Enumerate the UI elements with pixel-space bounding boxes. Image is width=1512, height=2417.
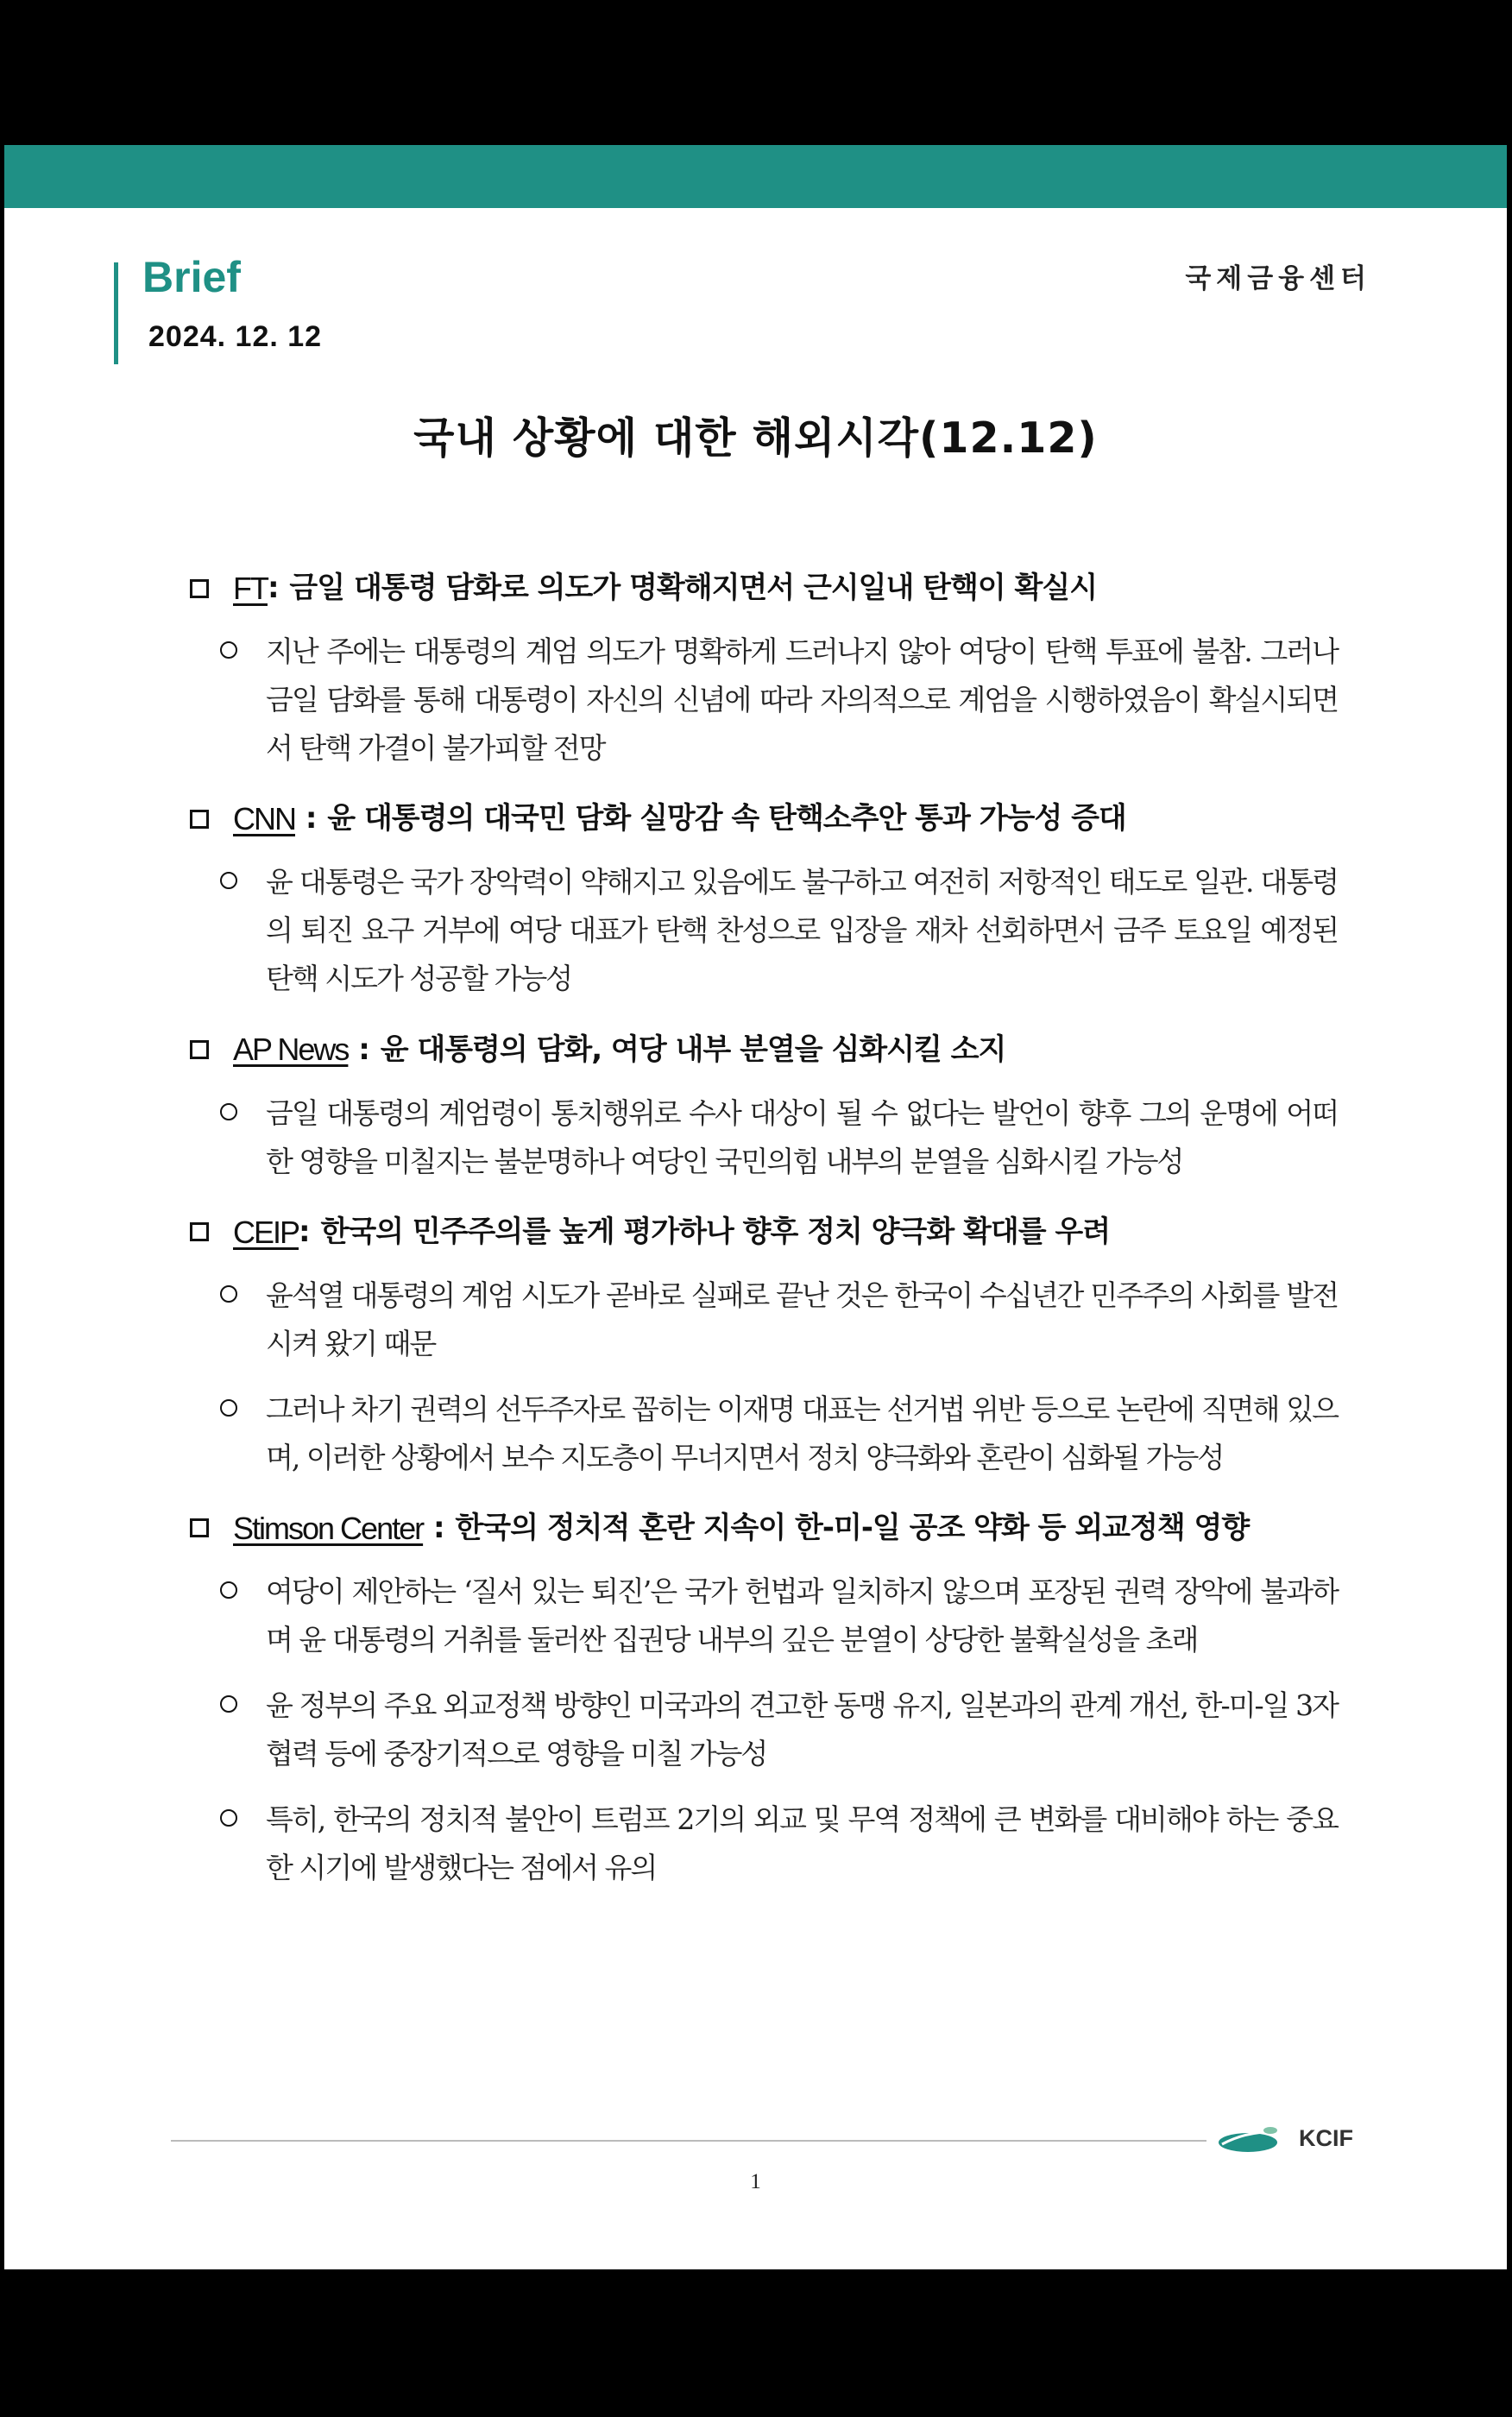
source-separator: : xyxy=(295,801,328,836)
document-page xyxy=(4,145,1507,2269)
bullet-text: 여당이 제안하는 ‘질서 있는 퇴진’은 국가 헌법과 일치하지 않으며 포장된 권력 장악에 불과하며 윤 대통령의 거취를 둘러싼 집권당 내부의 깊은 분열이 상당한 불확실성을 초래 xyxy=(266,1574,1338,1657)
source-separator: : xyxy=(348,1032,381,1067)
section-ap-news xyxy=(190,1031,1338,1185)
section-headline: 윤 대통령의 담화, 여당 내부 분열을 심화시킬 소지 xyxy=(380,1032,1006,1067)
brief-accent-bar xyxy=(114,262,118,364)
circle-bullet-icon xyxy=(220,1581,237,1599)
source-separator: : xyxy=(423,1510,456,1545)
section-heading xyxy=(190,800,1338,837)
section-headline: 한국의 민주주의를 높게 평가하나 향후 정치 양극화 확대를 우려 xyxy=(320,1214,1111,1249)
kcif-logo-icon xyxy=(1217,2122,1282,2156)
bullet-item xyxy=(220,1568,1338,1664)
section-heading xyxy=(190,1214,1338,1251)
brief-label: Brief xyxy=(142,253,241,301)
page-number: 1 xyxy=(750,2170,761,2193)
section-ceip xyxy=(190,1214,1338,1482)
circle-bullet-icon xyxy=(220,872,237,889)
section-ft xyxy=(190,570,1338,773)
square-bullet-icon xyxy=(190,579,209,598)
square-bullet-icon xyxy=(190,810,209,829)
circle-bullet-icon xyxy=(220,1809,237,1827)
bullet-item xyxy=(220,1385,1338,1482)
square-bullet-icon xyxy=(190,1040,209,1059)
section-heading xyxy=(190,570,1338,607)
kcif-logo-text: KCIF xyxy=(1299,2125,1353,2151)
source-name: FT xyxy=(233,571,268,606)
square-bullet-icon xyxy=(190,1518,209,1537)
bullet-item xyxy=(220,1272,1338,1368)
document-title: 국내 상황에 대한 해외시각(12.12) xyxy=(413,413,1098,463)
bullet-item xyxy=(220,1682,1338,1778)
section-cnn xyxy=(190,800,1338,1003)
source-name: AP News xyxy=(233,1032,349,1068)
source-name: Stimson Center xyxy=(233,1510,424,1546)
header-color-bar xyxy=(4,145,1507,208)
square-bullet-icon xyxy=(190,1222,209,1241)
bullet-text: 윤 대통령은 국가 장악력이 약해지고 있음에도 불구하고 여전히 저항적인 태도로 일관. 대통령의 퇴진 요구 거부에 여당 대표가 탄핵 찬성으로 입장을 재차 선회하면서 금주 토요일 예정된 탄핵 시도가 성공할 가능성 xyxy=(266,865,1338,996)
circle-bullet-icon xyxy=(220,1695,237,1713)
bullet-text: 그러나 차기 권력의 선두주자로 꼽히는 이재명 대표는 선거법 위반 등으로 논란에 직면해 있으며, 이러한 상황에서 보수 지도층이 무너지면서 정치 양극화와 혼란이 심화될 가능성 xyxy=(266,1392,1338,1474)
circle-bullet-icon xyxy=(220,1399,237,1417)
bullet-item xyxy=(220,858,1338,1003)
bullet-text: 윤석열 대통령의 계엄 시도가 곧바로 실패로 끝난 것은 한국이 수십년간 민주주의 사회를 발전시켜 왔기 때문 xyxy=(266,1278,1338,1360)
section-headline: 금일 대통령 담화로 의도가 명확해지면서 근시일내 탄핵이 확실시 xyxy=(289,571,1098,606)
bullet-text: 특히, 한국의 정치적 불안이 트럼프 2기의 외교 및 무역 정책에 큰 변화를 대비해야 하는 중요한 시기에 발생했다는 점에서 유의 xyxy=(266,1802,1338,1884)
bullet-item xyxy=(220,1795,1338,1892)
publication-date: 2024. 12. 12 xyxy=(148,320,323,353)
source-name: CEIP xyxy=(233,1214,299,1250)
bullet-text: 금일 대통령의 계엄령이 통치행위로 수사 대상이 될 수 없다는 발언이 향후 그의 운명에 어떠한 영향을 미칠지는 불분명하나 여당인 국민의힘 내부의 분열을 심화시킬 가능성 xyxy=(266,1095,1338,1178)
bullet-item xyxy=(220,1089,1338,1186)
section-heading xyxy=(190,1031,1338,1068)
bullet-text: 윤 정부의 주요 외교정책 방향인 미국과의 견고한 동맹 유지, 일본과의 관계 개선, 한-미-일 3자 협력 등에 중장기적으로 영향을 미칠 가능성 xyxy=(266,1688,1339,1770)
circle-bullet-icon xyxy=(220,641,237,659)
bullet-item xyxy=(220,628,1338,773)
source-name: CNN xyxy=(233,801,295,837)
bullet-text: 지난 주에는 대통령의 계엄 의도가 명확하게 드러나지 않아 여당이 탄핵 투표에 불참. 그러나 금일 담화를 통해 대통령이 자신의 신념에 따라 자의적으로 계엄을 시행하였음이 확실시되면서 탄핵 가결이 불가피할 전망 xyxy=(266,634,1338,766)
source-separator: : xyxy=(299,1214,321,1249)
circle-bullet-icon xyxy=(220,1285,237,1303)
circle-bullet-icon xyxy=(220,1103,237,1120)
section-headline: 윤 대통령의 대국민 담화 실망감 속 탄핵소추안 통과 가능성 증대 xyxy=(327,801,1126,836)
source-separator: : xyxy=(267,571,290,606)
section-heading xyxy=(190,1510,1338,1547)
section-headline: 한국의 정치적 혼란 지속이 한-미-일 공조 약화 등 외교정책 영향 xyxy=(455,1510,1250,1545)
section-stimson-center xyxy=(190,1510,1338,1892)
organization-name: 국제금융센터 xyxy=(1185,263,1371,294)
content-body xyxy=(190,570,1338,1920)
footer-divider xyxy=(171,2140,1206,2142)
